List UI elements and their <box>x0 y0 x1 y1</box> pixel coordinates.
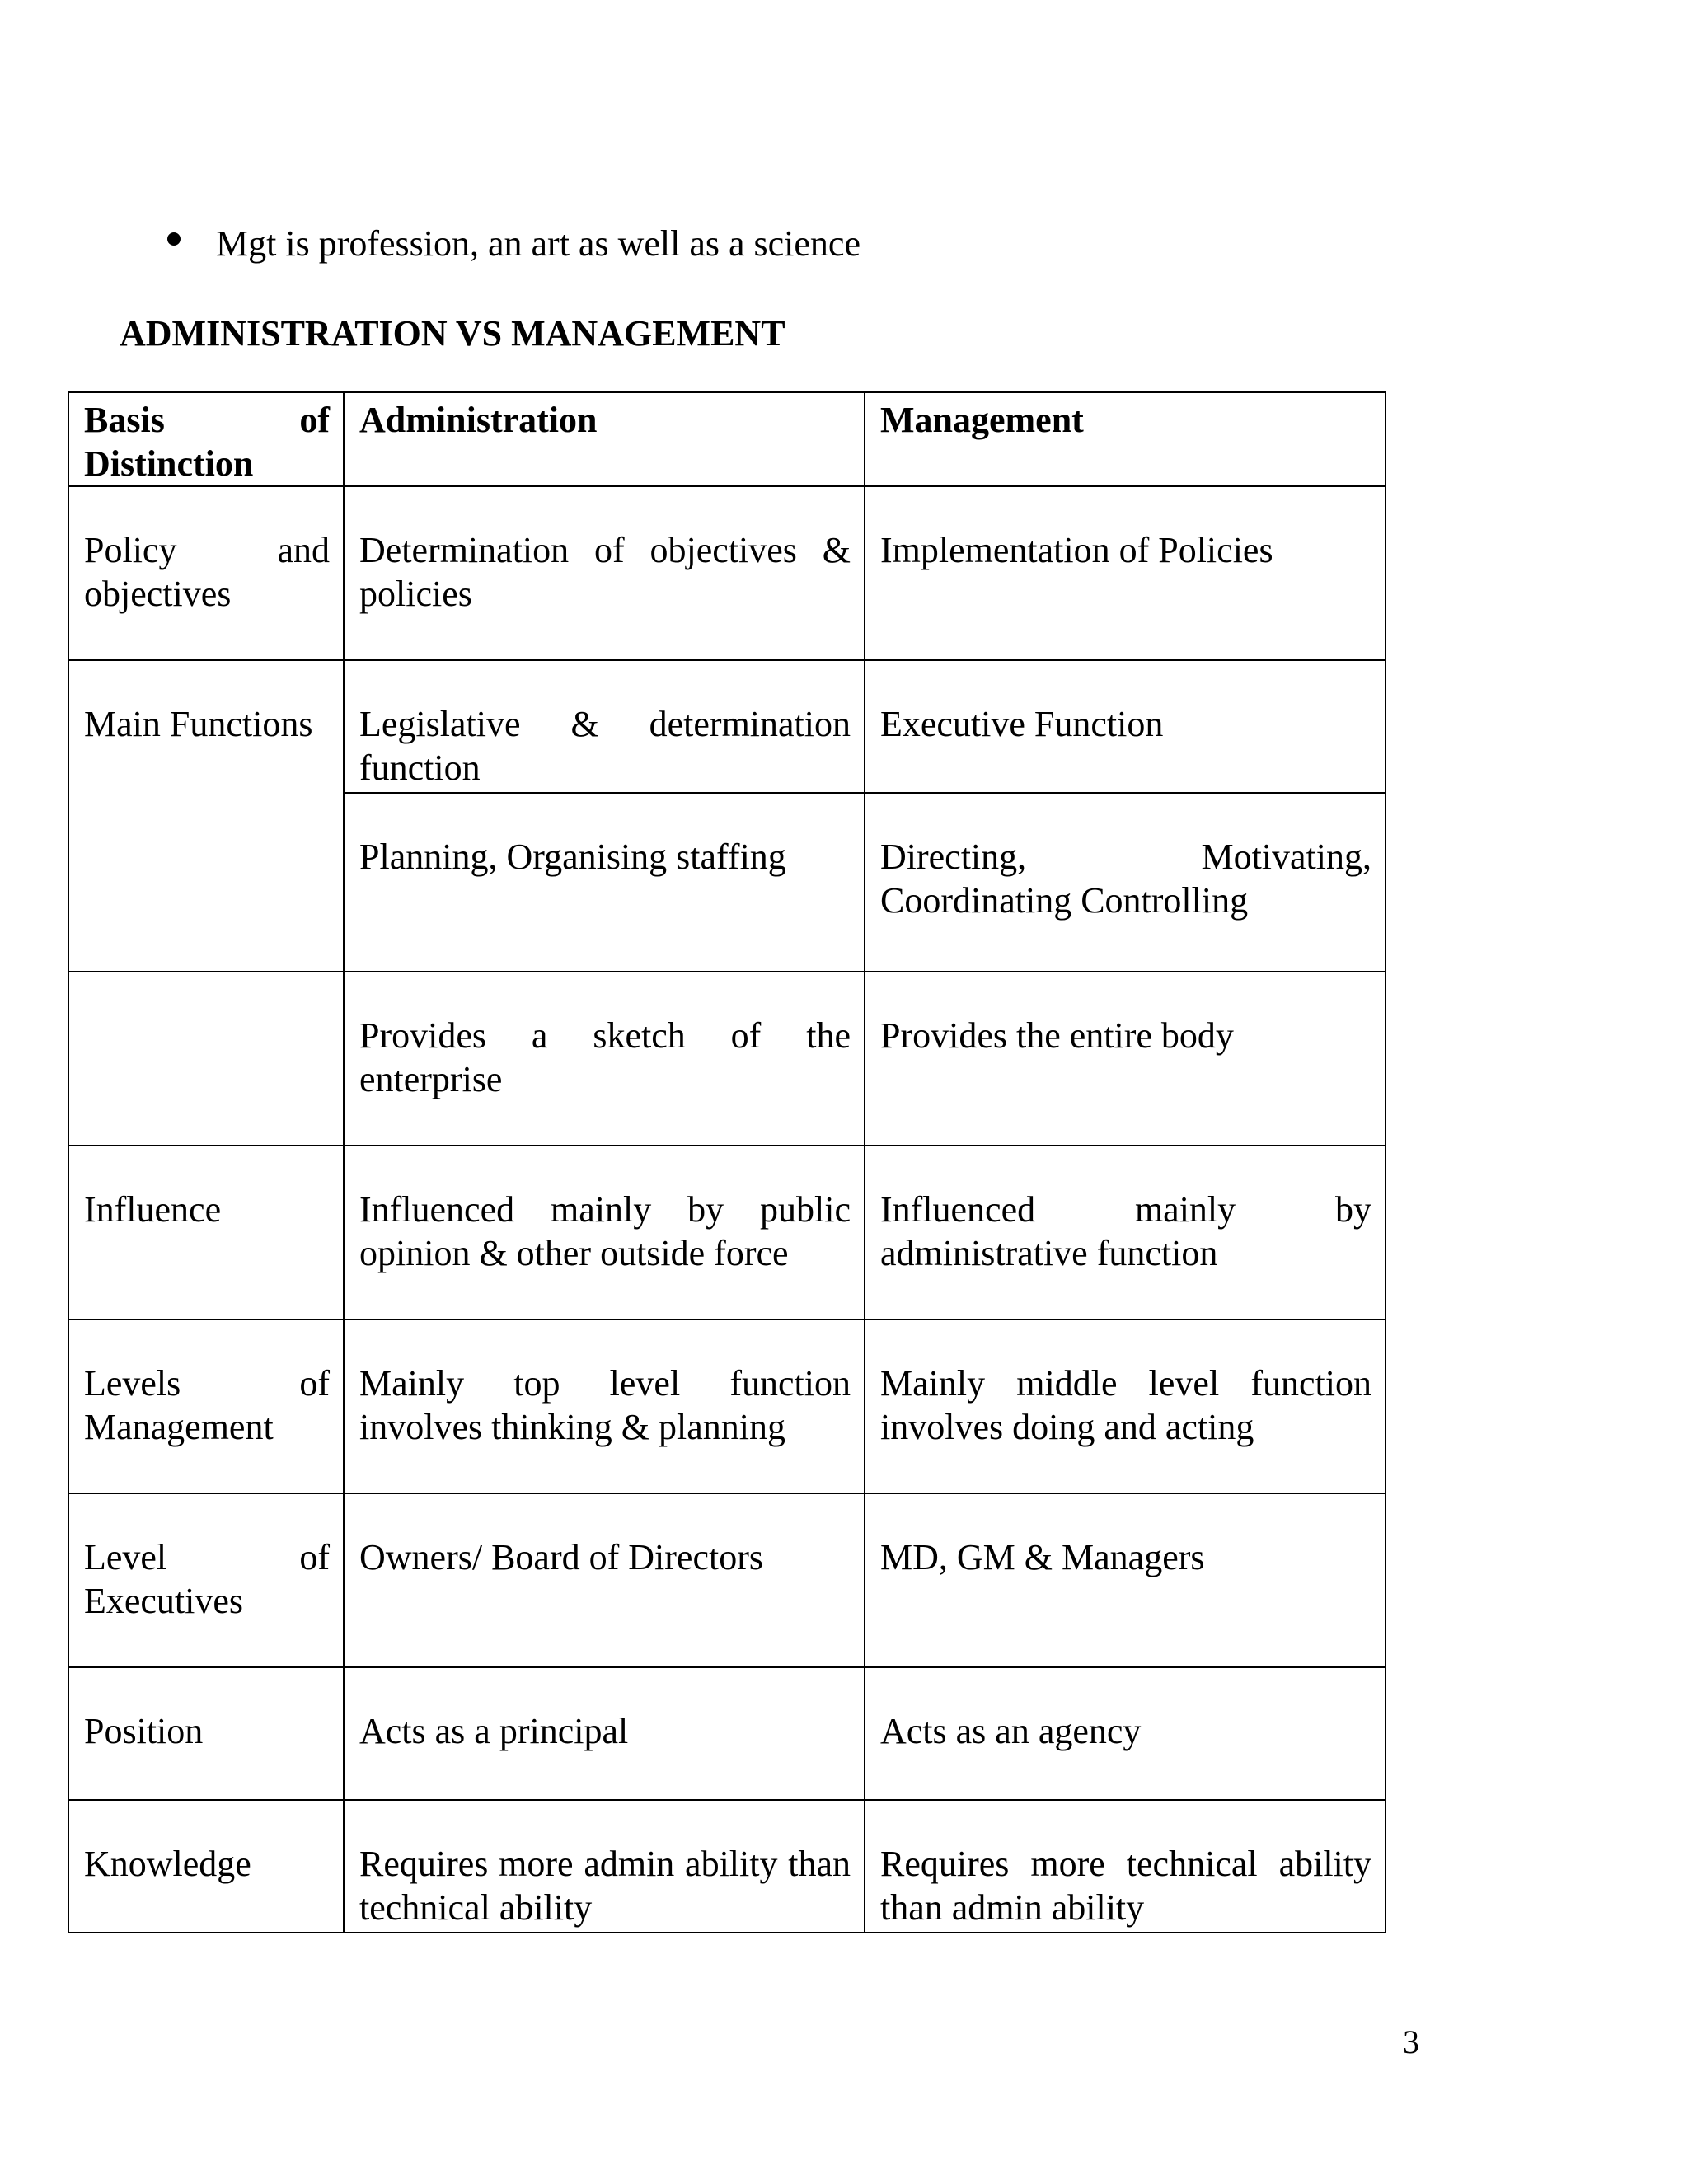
cell-administration: Legislative & determination function <box>344 660 865 793</box>
cell-management: Influenced mainly by administrative function <box>865 1146 1386 1319</box>
cell-basis: Knowledge <box>68 1800 344 1933</box>
header-administration: Administration <box>344 392 865 486</box>
table-row <box>68 972 1386 1146</box>
cell-management: Mainly middle level function involves doing and acting <box>865 1319 1386 1493</box>
cell-basis: Policy and objectives <box>68 486 344 660</box>
cell-management: Executive Function <box>865 660 1386 793</box>
table-row <box>68 1493 1386 1667</box>
comparison-table <box>68 391 1386 1933</box>
cell-basis: Level of Executives <box>68 1493 344 1667</box>
cell-administration: Determination of objectives & policies <box>344 486 865 660</box>
page-number: 3 <box>1403 2023 1419 2060</box>
bullet-text: Mgt is profession, an art as well as a science <box>216 223 860 264</box>
cell-management: Acts as an agency <box>865 1667 1386 1800</box>
table-row <box>68 1800 1386 1933</box>
cell-administration: Owners/ Board of Directors <box>344 1493 865 1667</box>
table-row <box>68 1319 1386 1493</box>
cell-administration: Influenced mainly by public opinion & other outside force <box>344 1146 865 1319</box>
cell-administration: Requires more admin ability than technical ability <box>344 1800 865 1933</box>
cell-basis: Main Functions <box>68 660 344 972</box>
header-basis: Basis of Distinction <box>68 392 344 486</box>
table-row <box>68 1146 1386 1319</box>
cell-management: Requires more technical ability than admin ability <box>865 1800 1386 1933</box>
table-header-row <box>68 392 1386 486</box>
section-heading: ADMINISTRATION VS MANAGEMENT <box>120 313 785 354</box>
cell-basis: Levels of Management <box>68 1319 344 1493</box>
cell-basis: Influence <box>68 1146 344 1319</box>
cell-basis: Position <box>68 1667 344 1800</box>
table-row <box>68 486 1386 660</box>
table-row <box>68 660 1386 793</box>
cell-administration: Mainly top level function involves thinking & planning <box>344 1319 865 1493</box>
cell-administration: Provides a sketch of the enterprise <box>344 972 865 1146</box>
cell-administration: Acts as a principal <box>344 1667 865 1800</box>
cell-management: Provides the entire body <box>865 972 1386 1146</box>
cell-management: Implementation of Policies <box>865 486 1386 660</box>
bullet-icon <box>167 232 181 246</box>
cell-basis <box>68 972 344 1146</box>
header-management: Management <box>865 392 1386 486</box>
cell-management: MD, GM & Managers <box>865 1493 1386 1667</box>
cell-management: Directing, Motivating, Coordinating Controlling <box>865 793 1386 972</box>
table-row <box>68 1667 1386 1800</box>
cell-administration: Planning, Organising staffing <box>344 793 865 972</box>
